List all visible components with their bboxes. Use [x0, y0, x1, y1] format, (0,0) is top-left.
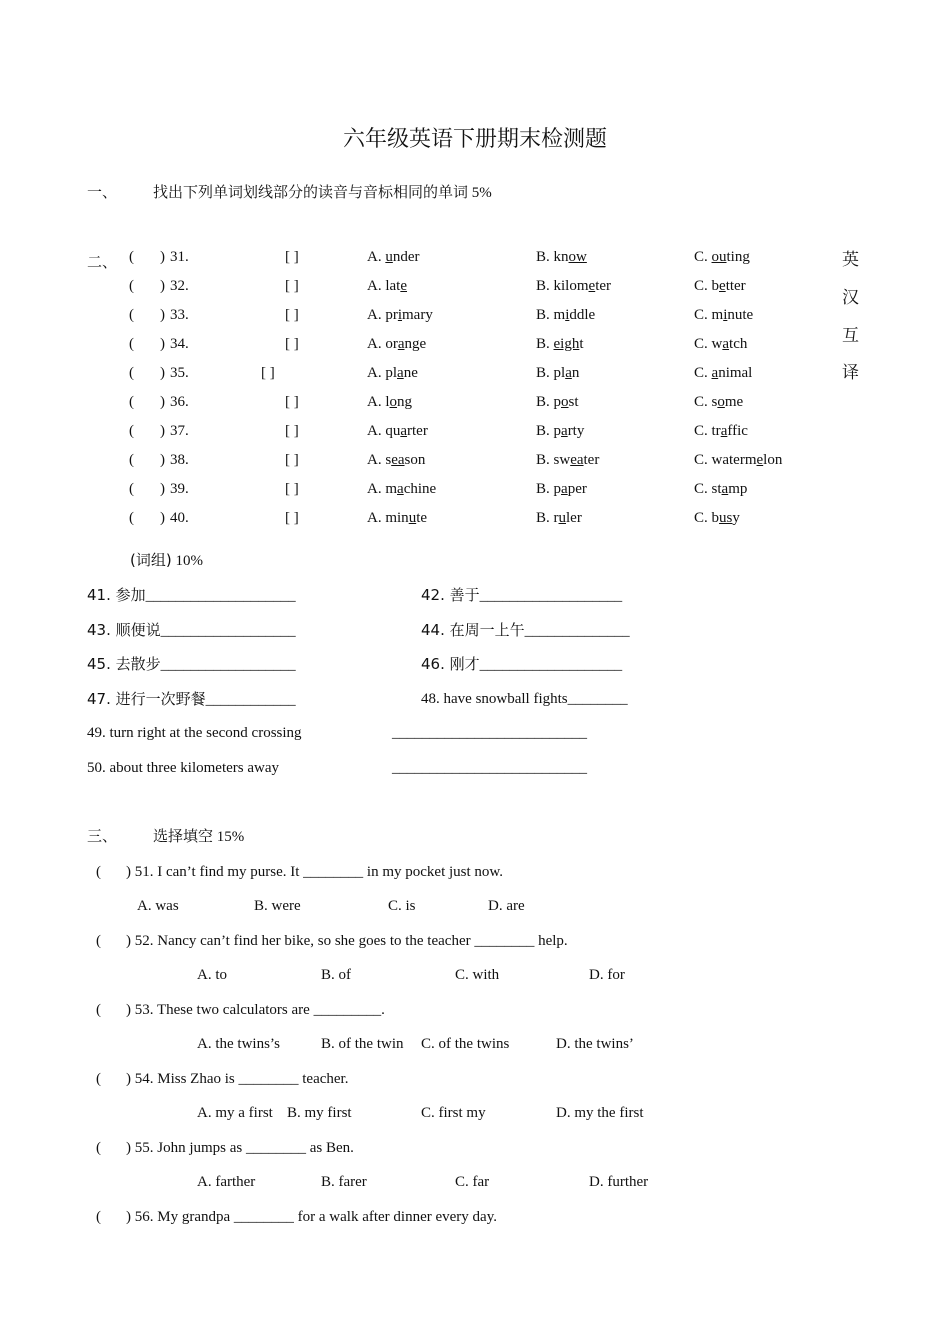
word-part: st [568, 394, 579, 410]
question-number: 33. [170, 307, 189, 323]
option-prefix: C. [694, 423, 712, 439]
word-part: lat [385, 278, 401, 294]
option-a [367, 508, 427, 528]
option-prefix: B. [536, 336, 554, 352]
word-part: kilom [553, 278, 589, 294]
word-part: st [711, 481, 722, 497]
option-prefix: A. [367, 452, 386, 468]
word-part: y [732, 510, 740, 526]
word-part: ne [403, 365, 418, 381]
translation-item [421, 654, 622, 675]
word-part: m [385, 481, 398, 497]
word-part: min [385, 510, 409, 526]
answer-option[interactable]: A. the twins’s [197, 1036, 280, 1052]
answer-paren-close: ) [160, 510, 165, 526]
translation-item [87, 620, 296, 641]
option-prefix: C. [694, 249, 712, 265]
option-prefix: A. [367, 394, 386, 410]
option-prefix: B. [536, 249, 554, 265]
answer-option[interactable]: D. for [589, 967, 625, 983]
option-prefix: B. [536, 278, 554, 294]
option-c [694, 392, 743, 412]
answer-paren[interactable]: ( [96, 1209, 101, 1225]
question-text: ) 54. Miss Zhao is ________ teacher. [126, 1071, 349, 1087]
word-part: pl [553, 365, 566, 381]
answer-option[interactable]: A. my a first [197, 1105, 273, 1121]
answer-paren-open[interactable]: ( [129, 365, 134, 381]
side-label-2: 汉 [842, 288, 859, 308]
underlined-letters: eigh [553, 336, 580, 352]
word-part: m [711, 307, 724, 323]
underlined-letters: us [719, 510, 733, 526]
word-part: rty [567, 423, 585, 439]
answer-paren-open[interactable]: ( [129, 481, 134, 497]
translation-text: 42. 善于 [421, 586, 480, 604]
question-number: 35. [170, 365, 189, 381]
answer-paren-close: ) [160, 452, 165, 468]
phonetic-bracket: [ ] [285, 423, 299, 439]
option-b [536, 276, 611, 296]
word-part: ter [595, 278, 612, 294]
option-prefix: A. [367, 336, 386, 352]
option-c [694, 334, 747, 354]
section2-number: 二、 [87, 253, 118, 271]
word-part: kn [553, 249, 569, 265]
underlined-letters: a [400, 423, 408, 439]
word-part: me [724, 394, 744, 410]
option-b [536, 508, 582, 528]
underlined-letters: u [558, 510, 567, 526]
answer-option[interactable]: D. further [589, 1174, 649, 1190]
option-b [536, 363, 579, 383]
section1-heading [153, 182, 492, 203]
side-label-4: 译 [842, 363, 859, 383]
option-a [367, 305, 433, 325]
page-title: 六年级英语下册期末检测题 [342, 127, 607, 152]
option-b [536, 247, 587, 267]
question-text: ) 56. My grandpa ________ for a walk after dinner every day. [126, 1209, 497, 1225]
word-part: l [385, 394, 390, 410]
answer-blank[interactable]: ____________ [205, 692, 296, 708]
question-number: 32. [170, 278, 189, 294]
underlined-letters: ea [391, 452, 405, 468]
option-c [694, 450, 782, 470]
word-part: p [553, 423, 562, 439]
underlined-letters: a [720, 423, 728, 439]
question-text: ) 55. John jumps as ________ as Ben. [126, 1140, 354, 1156]
word-part: t [579, 336, 584, 352]
answer-option[interactable]: B. were [254, 898, 301, 914]
underlined-letters: i [723, 307, 728, 323]
word-part: rter [407, 423, 428, 439]
translation-text: 45. 去散步 [87, 655, 161, 673]
answer-option[interactable]: B. of the twin [321, 1036, 404, 1052]
answer-option[interactable]: A. to [197, 967, 227, 983]
phonetic-bracket: [ ] [285, 336, 299, 352]
option-prefix: A. [367, 249, 386, 265]
underlined-letters: i [565, 307, 570, 323]
word-part: mp [728, 481, 748, 497]
answer-blank[interactable]: ____________________ [145, 588, 296, 604]
option-prefix: A. [367, 307, 386, 323]
section3-text: 选择填空 [153, 827, 214, 845]
answer-paren-open[interactable]: ( [129, 452, 134, 468]
question-text: ) 51. I can’t find my purse. It ________ in my pocket just now. [126, 864, 504, 880]
word-part: tter [725, 278, 746, 294]
question-number: 37. [170, 423, 189, 439]
answer-blank[interactable]: __________________________ [392, 725, 587, 741]
option-a [367, 363, 418, 383]
option-c [694, 276, 746, 296]
underlined-letters: e [400, 278, 408, 294]
answer-paren-close: ) [160, 423, 165, 439]
word-part: b [711, 278, 720, 294]
answer-paren[interactable]: ( [96, 1071, 101, 1087]
underlined-letters: ou [711, 249, 727, 265]
translation-item [87, 654, 296, 675]
word-part: per [567, 481, 587, 497]
answer-paren-open[interactable]: ( [129, 510, 134, 526]
phrase-header-text: (词组) [130, 551, 172, 569]
word-part: s [711, 394, 718, 410]
answer-paren-close: ) [160, 394, 165, 410]
option-c [694, 479, 747, 499]
underlined-letters: e [756, 452, 764, 468]
word-part: qu [385, 423, 401, 439]
phonetic-bracket: [ ] [285, 481, 299, 497]
word-part: lon [763, 452, 783, 468]
word-part: b [711, 510, 720, 526]
phonetic-bracket: [ ] [285, 278, 299, 294]
translation-text: 49. turn right at the second crossing [87, 725, 302, 741]
underlined-letters: a [561, 423, 568, 439]
answer-blank[interactable]: __________________ [160, 657, 296, 673]
word-part: te [416, 510, 428, 526]
answer-option[interactable]: C. first my [421, 1105, 486, 1121]
underlined-letters: a [397, 365, 404, 381]
answer-option[interactable]: B. of [321, 967, 351, 983]
underlined-letters: a [711, 365, 719, 381]
option-prefix: A. [367, 278, 386, 294]
answer-option[interactable]: C. is [388, 898, 416, 914]
underlined-letters: o [717, 394, 725, 410]
underlined-letters: a [397, 481, 404, 497]
option-prefix: A. [367, 481, 386, 497]
answer-paren[interactable]: ( [96, 1140, 101, 1156]
word-part: pr [385, 307, 398, 323]
answer-option[interactable]: D. the twins’ [556, 1036, 634, 1052]
word-part: tch [729, 336, 748, 352]
answer-blank[interactable]: __________________ [160, 623, 296, 639]
answer-option[interactable]: D. are [488, 898, 525, 914]
translation-text: 43. 顺便说 [87, 621, 161, 639]
answer-blank[interactable]: ______________ [524, 623, 630, 639]
answer-paren-close: ) [160, 307, 165, 323]
translation-text: 46. 刚才 [421, 655, 480, 673]
option-prefix: B. [536, 394, 554, 410]
word-part: m [553, 307, 566, 323]
option-c [694, 247, 750, 267]
word-part: chine [403, 481, 437, 497]
question-number: 39. [170, 481, 189, 497]
word-part: pl [385, 365, 398, 381]
word-part: ler [566, 510, 582, 526]
option-b [536, 305, 595, 325]
underlined-letters: a [561, 481, 568, 497]
underlined-letters: i [397, 307, 403, 323]
option-a [367, 392, 412, 412]
section3-percent: 15% [216, 829, 245, 845]
option-prefix: A. [367, 365, 386, 381]
phonetic-bracket: [ ] [285, 394, 299, 410]
answer-blank[interactable]: ___________________ [479, 657, 623, 673]
word-part: s [385, 452, 392, 468]
answer-paren-open[interactable]: ( [129, 423, 134, 439]
word-part: r [553, 510, 559, 526]
option-prefix: B. [536, 452, 554, 468]
option-prefix: C. [694, 510, 712, 526]
section3-number: 三、 [87, 827, 118, 845]
underlined-letters: a [565, 365, 572, 381]
answer-paren[interactable]: ( [96, 864, 101, 880]
question-number: 31. [170, 249, 189, 265]
translation-item [421, 585, 622, 606]
option-prefix: B. [536, 307, 554, 323]
section1-number: 一、 [87, 183, 118, 201]
translation-item [87, 723, 302, 743]
word-part: ddle [569, 307, 596, 323]
option-b [536, 479, 587, 499]
word-part: nder [392, 249, 420, 265]
section1-percent: 5% [471, 185, 492, 201]
phonetic-bracket: [ ] [285, 249, 299, 265]
answer-paren-close: ) [160, 365, 165, 381]
translation-text: 50. about three kilometers away [87, 760, 280, 776]
word-part: w [711, 336, 723, 352]
underlined-letters: a [721, 481, 729, 497]
phonetic-bracket: [ ] [261, 365, 275, 381]
option-prefix: B. [536, 423, 554, 439]
answer-paren-open[interactable]: ( [129, 249, 134, 265]
underlined-letters: e [588, 278, 596, 294]
option-c [694, 421, 748, 441]
underlined-letters: u [385, 249, 393, 265]
answer-option[interactable]: C. of the twins [421, 1036, 510, 1052]
option-c [694, 305, 753, 325]
word-part: n [571, 365, 580, 381]
answer-blank[interactable]: ___________________ [479, 588, 623, 604]
option-a [367, 276, 407, 296]
word-part: p [553, 394, 562, 410]
word-part: waterm [711, 452, 757, 468]
option-prefix: C. [694, 452, 712, 468]
translation-item [421, 620, 630, 641]
word-part: nge [404, 336, 427, 352]
answer-paren-close: ) [160, 278, 165, 294]
option-a [367, 247, 420, 267]
option-prefix: C. [694, 278, 712, 294]
option-a [367, 479, 436, 499]
option-a [367, 334, 426, 354]
underlined-letters: o [561, 394, 569, 410]
underlined-letters: a [722, 336, 730, 352]
answer-paren[interactable]: ( [96, 933, 101, 949]
answer-paren-open[interactable]: ( [129, 394, 134, 410]
option-a [367, 450, 425, 470]
word-part: p [553, 481, 562, 497]
underlined-letters: ea [570, 452, 584, 468]
option-b [536, 450, 599, 470]
answer-option[interactable]: B. farer [321, 1174, 367, 1190]
phrase-header [130, 550, 203, 571]
question-number: 40. [170, 510, 189, 526]
option-prefix: C. [694, 336, 712, 352]
option-prefix: C. [694, 481, 712, 497]
answer-paren-close: ) [160, 249, 165, 265]
option-prefix: C. [694, 365, 712, 381]
word-part: ter [583, 452, 600, 468]
word-part: ffic [727, 423, 748, 439]
option-prefix: A. [367, 423, 386, 439]
answer-option[interactable]: A. farther [197, 1174, 256, 1190]
phonetic-bracket: [ ] [285, 510, 299, 526]
underlined-letters: ow [568, 249, 587, 265]
side-label-3: 互 [842, 326, 859, 346]
underlined-letters: a [397, 336, 405, 352]
translation-text: 48. have snowball fights [421, 691, 568, 707]
section1-text: 找出下列单词划线部分的读音与音标相同的单词 [153, 183, 469, 201]
answer-paren-open[interactable]: ( [129, 278, 134, 294]
word-part: sw [553, 452, 571, 468]
option-a [367, 421, 428, 441]
answer-paren-open[interactable]: ( [129, 307, 134, 323]
phonetic-bracket: [ ] [285, 307, 299, 323]
underlined-letters: u [408, 510, 417, 526]
answer-blank[interactable]: ________ [567, 691, 628, 707]
option-prefix: C. [694, 394, 712, 410]
question-text: ) 52. Nancy can’t find her bike, so she goes to the teacher ________ help. [126, 933, 568, 949]
word-part: mary [402, 307, 433, 323]
option-prefix: C. [694, 307, 712, 323]
underlined-letters: o [389, 394, 398, 410]
translation-text: 41. 参加 [87, 586, 146, 604]
option-b [536, 421, 584, 441]
question-number: 38. [170, 452, 189, 468]
word-part: tr [711, 423, 721, 439]
question-text: ) 53. These two calculators are _________. [126, 1002, 385, 1018]
phrase-header-percent: 10% [175, 553, 203, 569]
section3-heading [153, 826, 244, 847]
option-b [536, 392, 579, 412]
question-number: 36. [170, 394, 189, 410]
word-part: ng [397, 394, 413, 410]
word-part: ting [726, 249, 750, 265]
answer-option[interactable]: C. far [455, 1174, 490, 1190]
answer-option[interactable]: A. was [137, 898, 179, 914]
word-part: son [404, 452, 426, 468]
translation-item [421, 689, 628, 709]
answer-option[interactable]: B. my first [287, 1105, 352, 1121]
translation-item [87, 689, 296, 710]
translation-item [87, 758, 279, 778]
question-number: 34. [170, 336, 189, 352]
translation-text: 47. 进行一次野餐 [87, 690, 206, 708]
option-prefix: A. [367, 510, 386, 526]
word-part: nute [727, 307, 754, 323]
phonetic-bracket: [ ] [285, 452, 299, 468]
answer-option[interactable]: C. with [455, 967, 500, 983]
word-part: or [385, 336, 398, 352]
word-part: nimal [718, 365, 753, 381]
translation-item [87, 585, 296, 606]
underlined-letters: e [719, 278, 726, 294]
answer-paren-open[interactable]: ( [129, 336, 134, 352]
option-c [694, 363, 752, 383]
side-label-1: 英 [842, 250, 859, 270]
option-b [536, 334, 584, 354]
translation-text: 44. 在周一上午 [421, 621, 525, 639]
option-prefix: B. [536, 365, 554, 381]
answer-blank[interactable]: __________________________ [392, 760, 587, 776]
answer-paren-close: ) [160, 336, 165, 352]
answer-option[interactable]: D. my the first [556, 1105, 644, 1121]
option-prefix: B. [536, 510, 554, 526]
option-prefix: B. [536, 481, 554, 497]
answer-paren[interactable]: ( [96, 1002, 101, 1018]
answer-paren-close: ) [160, 481, 165, 497]
option-c [694, 508, 740, 528]
